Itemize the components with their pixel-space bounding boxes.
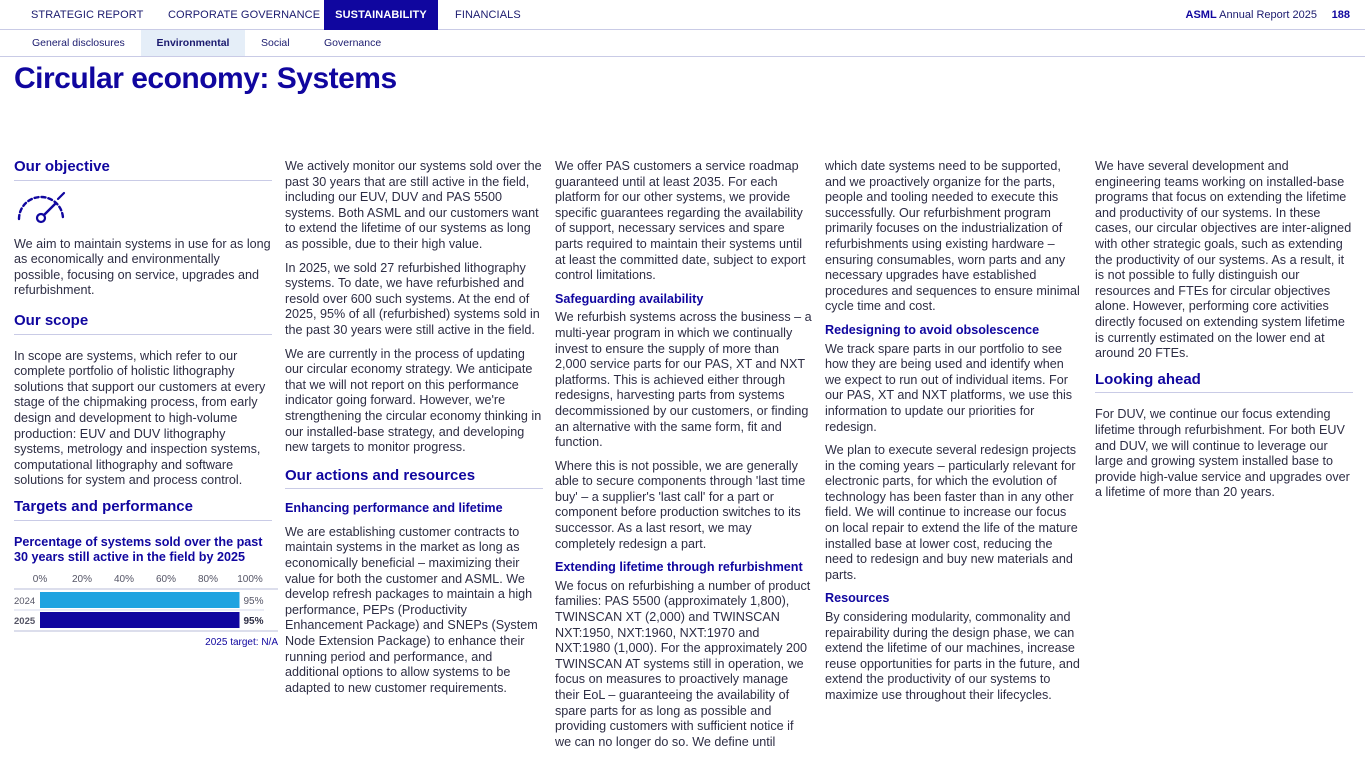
top-navigation <box>0 0 1365 30</box>
x-tick-label: 60% <box>155 573 177 585</box>
actions-heading: Our actions and resources <box>285 468 543 490</box>
col4-paragraph-2: We track spare parts in our portfolio to see how they are being used and identify when we expect to run out of individual items. For our PAS, XT and NXT platforms, we use this information to update our priorities for redesign. <box>825 341 1073 434</box>
tab-financials[interactable]: FINANCIALS <box>455 9 521 21</box>
subtab-governance[interactable]: Governance <box>324 37 382 49</box>
scope-heading: Our scope <box>14 313 272 335</box>
column-4 <box>825 159 1083 712</box>
tab-strategic-report[interactable]: STRATEGIC REPORT <box>31 9 144 21</box>
col3-paragraph-2: We refurbish systems across the business – a multi-year program in which we continually invest to ensure the supply of more than 2,000 service parts for our PAS, XT and NXT platforms. This is achieved either through redesigns, harvesting parts from systems decommissioned by our customers, or finding an alternative with the same form, fit and function. <box>555 310 812 450</box>
enhancing-heading: Enhancing performance and lifetime <box>285 501 503 516</box>
col5-paragraph-1: We have several development and engineering teams working on installed-base programs that focus on extending the lifetime and productivity of our systems. In these cases, our circular objectives are inter-aligned with other strategic goals, such as extending the productivity of our systems. As a result, it is not possible to fully distinguish our resources and FTEs for circular objectives alone. However, performing core activities directly focused on extending system lifetime is currently estimated on the lower end at around 20 FTEs. <box>1095 159 1352 361</box>
sub-navigation <box>0 30 1365 57</box>
column-2 <box>285 159 543 704</box>
resources-heading: Resources <box>825 591 890 606</box>
bar-2024 <box>40 592 240 608</box>
extending-heading: Extending lifetime through refurbishment <box>555 560 803 575</box>
report-name: Annual Report 2025 <box>1219 9 1317 21</box>
subtab-general-disclosures[interactable]: General disclosures <box>32 37 125 49</box>
bar-value-label: 95% <box>243 595 264 607</box>
x-tick-label: 40% <box>113 573 135 585</box>
targets-heading: Targets and performance <box>14 499 272 521</box>
systems-active-chart <box>14 572 278 648</box>
col2-paragraph-4: We are establishing customer contracts to maintain systems in the market as long as economically beneficial – maximizing their value for both the customer and ASML. We develop refresh packages to maintain a high performance, PEPs (Productivity Enhancement Package) and SNEPs (System Node Extension Package) to enhance their running period and performance, and additional options to allow systems to be adapted to new customer requirements. <box>285 524 538 695</box>
objective-heading: Our objective <box>14 159 272 181</box>
brand-name: ASML <box>1185 9 1217 21</box>
report-brand <box>1186 0 1317 31</box>
x-tick-label: 20% <box>71 573 93 585</box>
x-tick-label: 80% <box>197 573 219 585</box>
col4-paragraph-4: By considering modularity, commonality and repairability during the design phase, we can extend the lifetime of our machines, increase reuse opportunities for parts in the future, and extend the productivity of our systems to maximize use throughout their lifecycles. <box>825 610 1080 702</box>
objective-text: We aim to maintain systems in use for as long as economically and environmentally possible, focusing on service, upgrades and refurbishment. <box>14 236 271 298</box>
chart-title: Percentage of systems sold over the past 30 years still active in the field by 2025 <box>14 534 263 565</box>
col2-paragraph-3: We are currently in the process of updating our circular economy strategy. We anticipate that we will not report on this performance indicator going forward. However, we're strengthening the circular economy thinking in our installed-base strategy, and developing new targets to monitor progress. <box>285 346 542 455</box>
col5-paragraph-2: For DUV, we continue our focus extending lifetime through refurbishment. For both EUV and DUV, we will continue to leverage our large and growing system installed base to provide high-value service and upgrades over a lifetime of more than 20 years. <box>1095 407 1350 500</box>
column-1 <box>14 158 278 648</box>
col4-paragraph-3: We plan to execute several redesign projects in the coming years – particularly relevant for electronic parts, for which the evolution of technology has been faster than in any other field. We will continue to increase our focus on local repair to extend the life of the mature installed base at lower cost, reducing the need to redesign and buy new materials and parts. <box>825 443 1078 582</box>
category-label: 2025 <box>14 615 36 627</box>
gauge-icon <box>14 191 272 227</box>
redesigning-heading: Redesigning to avoid obsolescence <box>825 322 1040 337</box>
tab-sustainability[interactable]: SUSTAINABILITY <box>324 0 438 30</box>
scope-text: In scope are systems, which refer to our complete portfolio of holistic lithography solutions that support our customers at every stage of the chipmaking process, from early design and development to high-volume production: EUV and DUV lithography systems, metrology and inspection systems, computational lithography and software solutions for system and process control. <box>14 348 266 488</box>
col3-paragraph-1: We offer PAS customers a service roadmap guaranteed until at least 2035. For each platform for our other systems, we provide specific guarantees regarding the availability of support, necessary services and spare parts required to maintain their systems until at least the committed date, subject to export control limitations. <box>555 159 806 283</box>
col3-paragraph-3: Where this is not possible, we are generally able to secure components through 'last time buy' – a supplier's 'last call' for a part or component before production switches to its successor. As a last resort, we may completely redesign a part. <box>555 458 806 551</box>
subtab-environmental[interactable]: Environmental <box>141 30 245 56</box>
tab-corporate-governance[interactable]: CORPORATE GOVERNANCE <box>168 9 321 21</box>
target-note: 2025 target: N/A <box>205 636 278 648</box>
page-number: 188 <box>1331 9 1350 21</box>
col4-paragraph-1: which date systems need to be supported, and we proactively organize for the parts, people and tooling needed to execute this successfully. Our refurbishment program primarily focuses on the industrialization of refurbishments using existing hardware – ensuring consumables, worn parts and any necessary upgrades have established procedures and sequences to ensure minimal cycle time and cost. <box>825 159 1080 314</box>
x-tick-label: 0% <box>32 573 48 585</box>
safeguarding-heading: Safeguarding availability <box>555 291 704 306</box>
col2-paragraph-2: In 2025, we sold 27 refurbished lithography systems. To date, we have refurbished and resold over 600 such systems. At the end of 2025, 95% of all (refurbished) systems sold in the past 30 years were still active in the field. <box>285 260 540 337</box>
col3-paragraph-4: We focus on refurbishing a number of product families: PAS 5500 (approximately 1,800), TWINSCAN XT (2,000) and TWINSCAN NXT:1950, NXT:1960, NXT:1970 and NXT:1980 (1,000). For the approximately 200 TWINSCAN AT systems still in operation, we focus on measures to proactively manage their EoL – guaranteeing the availability of spare parts for as long as possible and providing customers with sufficient notice if we can no longer do so. We define until <box>555 578 811 749</box>
looking-ahead-heading: Looking ahead <box>1095 372 1353 394</box>
column-5 <box>1095 159 1353 509</box>
col2-paragraph-1: We actively monitor our systems sold over the past 30 years that are still active in the field, including our EUV, DUV and PAS 5500 systems. Both ASML and our customers want to extend the lifetime of our systems as long as possible, due to their high value. <box>285 159 542 251</box>
x-tick-label: 100% <box>237 573 263 585</box>
category-label: 2024 <box>14 595 36 607</box>
column-3 <box>555 159 813 758</box>
page-title: Circular economy: Systems <box>14 62 397 95</box>
bar-value-label: 95% <box>243 615 264 627</box>
subtab-social[interactable]: Social <box>261 37 290 49</box>
bar-2025 <box>40 612 240 628</box>
